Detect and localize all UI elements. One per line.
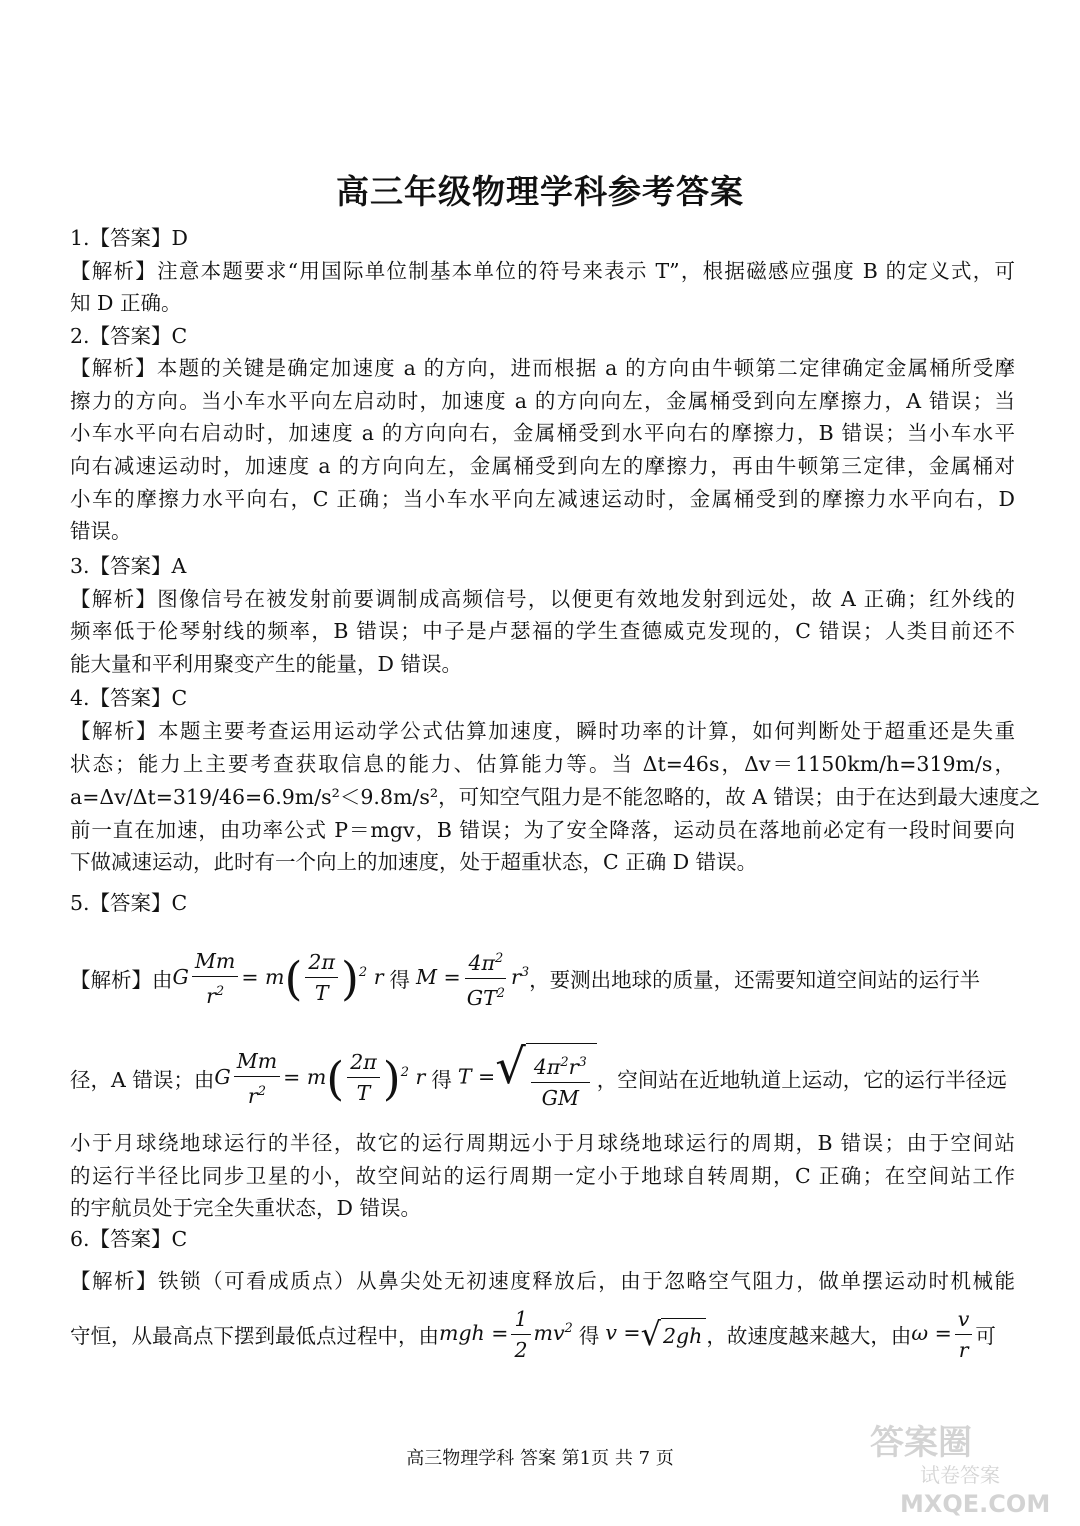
- q5-text: 得: [389, 968, 411, 992]
- q5-text: ，要测出地球的质量，还需要知道空间站的运行半: [529, 968, 981, 992]
- q5-text: 【解析】由: [70, 968, 173, 992]
- q4-explanation-line: a=Δv/Δt=319/46=6.9m/s²＜9.8m/s²，可知空气阻力是不能忽略的，故 A 错误；由于在达到最大速度之: [70, 785, 1040, 809]
- q5-explanation-line: 小于月球绕地球运行的半径，故它的运行周期远小于月球绕地球运行的周期，B 错误；由于空间站: [70, 1131, 1015, 1155]
- q5-explanation-line: 的运行半径比同步卫星的小，故空间站的运行周期一定小于地球自转周期，C 正确；在空间站工作: [70, 1164, 1015, 1188]
- energy-equation: mgh = $\frac{1}{2}$ $mv^2$: [439, 1304, 573, 1365]
- period-equation: T = √ $\frac{4\pi^2r^3}{GM}$: [458, 1043, 597, 1113]
- page-footer: 高三物理学科 答案 第1页 共 7 页: [406, 1448, 674, 1469]
- velocity-equation: v = √ 2gh: [605, 1318, 706, 1350]
- watermark-text: 答案圈: [870, 1423, 972, 1463]
- q4-explanation-line: 前一直在加速，由功率公式 P＝mgv，B 错误；为了安全降落，运动员在落地前必定有一段时间要向: [70, 818, 1015, 842]
- q2-answer: 2.【答案】C: [70, 324, 188, 348]
- q6-answer: 6.【答案】C: [70, 1227, 188, 1251]
- q2-explanation-line: 错误。: [70, 519, 132, 543]
- q5-text: 得: [431, 1068, 452, 1092]
- q1-answer: 1.【答案】D: [70, 226, 188, 250]
- q2-explanation-line: 向右减速运动时，加速度 a 的方向向左，金属桶受到向左的摩擦力，再由牛顿第三定律，金属桶对: [70, 454, 1015, 478]
- q5-text: 径，A 错误；由: [70, 1068, 215, 1092]
- q2-explanation-line: 小车水平向右启动时，加速度 a 的方向向右，金属桶受到水平向右的摩擦力，B 错误；当小车水平: [70, 421, 1015, 445]
- q4-explanation-line: 下做减速运动，此时有一个向上的加速度，处于超重状态，C 正确 D 错误。: [70, 850, 758, 874]
- q5-text: ，空间站在近地轨道上运动，它的运行半径远: [596, 1068, 1007, 1092]
- gravity-equation: G $\frac{Mm}{r^2}$ = m( $\frac{2\pi}{T}$ )$^2$ r: [173, 946, 384, 1011]
- q6-text: ，故速度越来越大，由: [706, 1324, 912, 1348]
- q6-formula-row: [70, 1294, 1015, 1374]
- watermark-text: 试卷答案: [920, 1463, 1000, 1487]
- q4-explanation-line: 【解析】本题主要考查运用运动学公式估算加速度，瞬时功率的计算，如何判断处于超重还是失重: [70, 719, 1015, 743]
- q5-formula-row: [70, 1038, 1015, 1118]
- q3-answer: 3.【答案】A: [70, 554, 187, 578]
- angular-velocity-equation: ω = $\frac{v}{r}$: [911, 1304, 975, 1365]
- q6-explanation-line: 【解析】铁锁（可看成质点）从鼻尖处无初速度释放后，由于忽略空气阻力，做单摆运动时机械能: [70, 1269, 1015, 1293]
- q5-formula-row: [70, 938, 1015, 1018]
- q5-answer: 5.【答案】C: [70, 891, 188, 915]
- watermark-text: MXQE.COM: [900, 1490, 1051, 1518]
- watermark-logo: [860, 1418, 1070, 1518]
- q3-explanation-line: 频率低于伦琴射线的频率，B 错误；中子是卢瑟福的学生查德威克发现的，C 错误；人类目前还不: [70, 619, 1015, 643]
- q6-text: 可: [975, 1324, 996, 1348]
- page-title: 高三年级物理学科参考答案: [336, 172, 744, 211]
- q2-explanation-line: 小车的摩擦力水平向右，C 正确；当小车水平向左减速运动时，金属桶受到的摩擦力水平向右，D: [70, 487, 1015, 511]
- q1-explanation-line: 【解析】注意本题要求“用国际单位制基本单位的符号来表示 T”，根据磁感应强度 B 的定义式，可: [70, 259, 1015, 283]
- q4-explanation-line: 状态；能力上主要考查获取信息的能力、估算能力等。当 Δt=46s，Δv＝1150km/h=319m/s，: [70, 752, 1015, 776]
- q4-answer: 4.【答案】C: [70, 686, 188, 710]
- q2-explanation-line: 【解析】本题的关键是确定加速度 a 的方向，进而根据 a 的方向由牛顿第二定律确定金属桶所受摩: [70, 356, 1015, 380]
- gravity-equation: G $\frac{Mm}{r^2}$ = m( $\frac{2\pi}{T}$ )$^2$ r: [214, 1046, 425, 1111]
- q3-explanation-line: 能大量和平利用聚变产生的能量，D 错误。: [70, 652, 462, 676]
- q5-explanation-line: 的宇航员处于完全失重状态，D 错误。: [70, 1196, 421, 1220]
- q1-explanation-line: 知 D 正确。: [70, 291, 182, 315]
- q2-explanation-line: 擦力的方向。当小车水平向左启动时，加速度 a 的方向向左，金属桶受到向左摩擦力，A 错误；当: [70, 389, 1015, 413]
- q3-explanation-line: 【解析】图像信号在被发射前要调制成高频信号，以便更有效地发射到远处，故 A 正确；红外线的: [70, 587, 1015, 611]
- q6-text: 守恒，从最高点下摆到最低点过程中，由: [70, 1324, 439, 1348]
- q6-text: 得: [578, 1324, 600, 1348]
- mass-equation: M = $\frac{4\pi^2}{GT^2}$ $r^3$: [416, 944, 529, 1013]
